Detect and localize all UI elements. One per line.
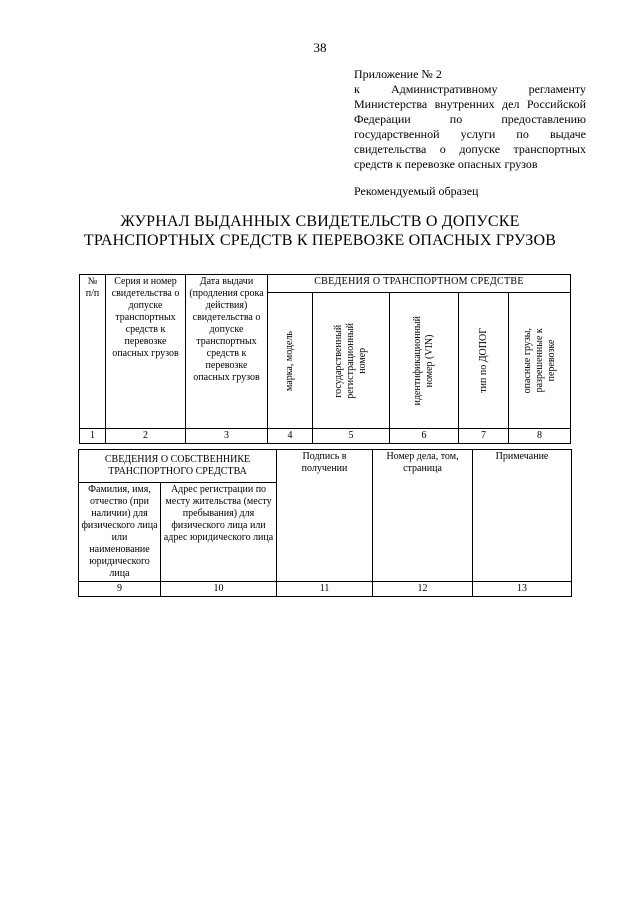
header-owner-group: СВЕДЕНИЯ О СОБСТВЕННИКЕ ТРАНСПОРТНОГО СРЕДСТВА	[79, 450, 277, 483]
column-number-10: 10	[161, 582, 277, 597]
header-vin	[390, 293, 459, 429]
journal-table-vehicle	[79, 274, 571, 444]
column-number-4: 4	[268, 429, 313, 444]
column-number-7: 7	[459, 429, 509, 444]
sample-note: Рекомендуемый образец	[354, 184, 479, 198]
header-dangerous-goods	[509, 293, 571, 429]
header-vehicle-group: СВЕДЕНИЯ О ТРАНСПОРТНОМ СРЕДСТВЕ	[268, 275, 571, 293]
column-number-5: 5	[313, 429, 390, 444]
header-vin-text: идентификационный номер (VIN)	[412, 315, 435, 406]
header-registration-number-text: государственный регистрационный номер	[333, 322, 368, 399]
column-number-9: 9	[79, 582, 161, 597]
journal-title-line-1: ЖУРНАЛ ВЫДАННЫХ СВИДЕТЕЛЬСТВ О ДОПУСКЕ	[120, 213, 520, 230]
header-adr-type-text: тип по ДОПОГ	[477, 328, 489, 393]
header-make-model	[268, 293, 313, 429]
header-number: № п/п	[80, 275, 106, 429]
header-registration-number	[313, 293, 390, 429]
journal-title	[0, 212, 640, 250]
column-number-11: 11	[277, 582, 373, 597]
column-number-6: 6	[390, 429, 459, 444]
header-owner-name: Фамилия, имя, отчество (при наличии) для физического лица или наименование юридического лица	[79, 483, 161, 582]
header-dangerous-goods-text: опасные грузы, разрешенные к перевозке	[521, 327, 557, 394]
column-number-1: 1	[80, 429, 106, 444]
column-number-13: 13	[473, 582, 572, 597]
header-make-model-text: марка, модель	[284, 330, 295, 391]
appendix-title: Приложение № 2	[354, 67, 442, 81]
column-number-8: 8	[509, 429, 571, 444]
header-signature: Подпись в получении	[277, 450, 373, 582]
header-certificate-series: Серия и номер свидетельства о допуске транспортных средств к перевозке опасных грузов	[106, 275, 186, 429]
page-number: 38	[313, 40, 327, 55]
header-issue-date: Дата выдачи (продления срока действия) свидетельства о допуске транспортных средств к перевозке опасных грузов	[186, 275, 268, 429]
column-number-12: 12	[373, 582, 473, 597]
journal-title-line-2: ТРАНСПОРТНЫХ СРЕДСТВ К ПЕРЕВОЗКЕ ОПАСНЫХ ГРУЗОВ	[83, 232, 557, 249]
appendix-reference: к Административному регламенту Министерства внутренних дел Российской Федерации по предоставлению государственной услуги по выдаче свидетельства о допуске транспортных средств к перевозке опасных грузов	[354, 82, 586, 171]
header-note: Примечание	[473, 450, 572, 582]
header-case-number: Номер дела, том, страница	[373, 450, 473, 582]
header-adr-type	[459, 293, 509, 429]
header-owner-address: Адрес регистрации по месту жительства (месту пребывания) для физического лица или адрес юридического лица	[161, 483, 277, 582]
appendix-block	[354, 67, 586, 172]
column-number-2: 2	[106, 429, 186, 444]
column-number-3: 3	[186, 429, 268, 444]
journal-table-owner	[78, 449, 572, 597]
